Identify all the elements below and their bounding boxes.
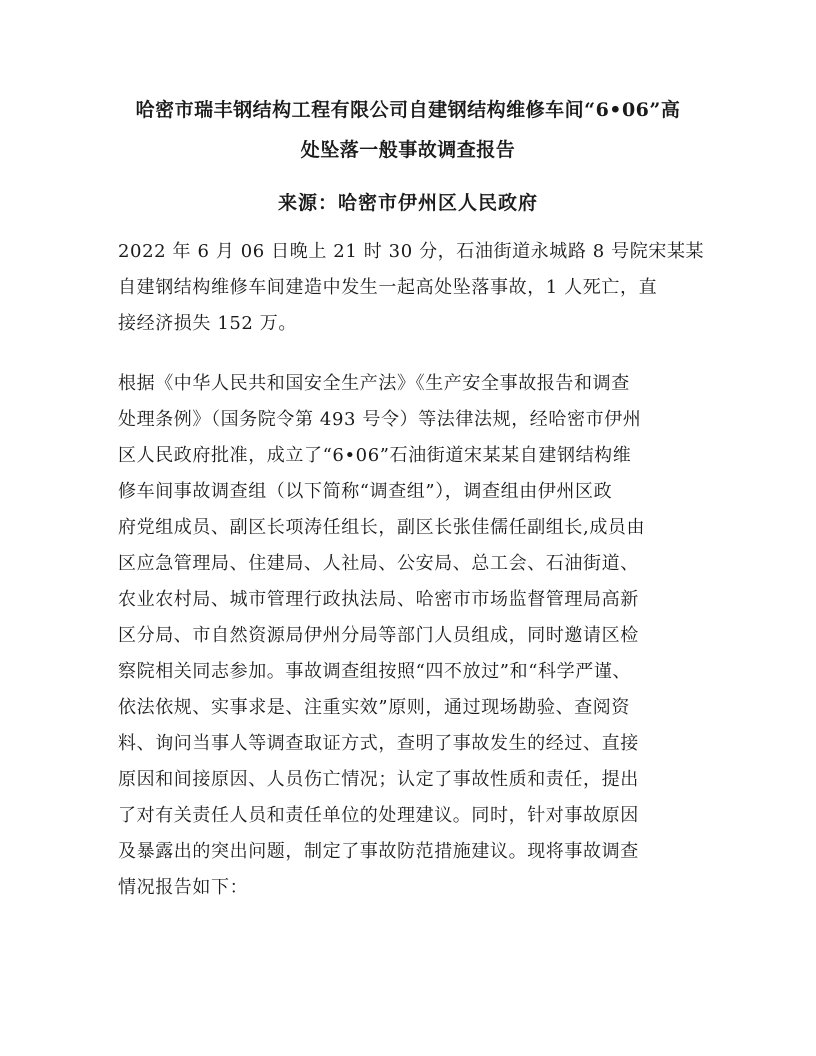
- paragraph-line: 情况报告如下：: [118, 877, 249, 898]
- paragraph-line: 2022 年 6 月 06 日晚上 21 时 30 分，石油街道永城路 8 号院宋某某: [118, 241, 705, 262]
- paragraph-line: 察院相关同志参加。事故调查组按照“四不放过”和“科学严谨、: [118, 661, 632, 682]
- paragraph-line: 农业农村局、城市管理行政执法局、哈密市市场监督管理局高新: [118, 589, 639, 610]
- document-title-line-1: 哈密市瑞丰钢结构工程有限公司自建钢结构维修车间“6•06”高: [135, 99, 681, 121]
- paragraph-line: 料、询问当事人等调查取证方式，查明了事故发生的经过、直接: [118, 733, 639, 754]
- paragraph-line: 及暴露出的突出问题，制定了事故防范措施建议。现将事故调查: [118, 841, 639, 862]
- paragraph-line: 府党组成员、副区长项涛任组长，副区长张佳儒任副组长,成员由: [118, 517, 646, 538]
- paragraph-investigation: [118, 366, 708, 906]
- paragraph-line: 区人民政府批准，成立了“6•06”石油街道宋某某自建钢结构维: [118, 445, 632, 466]
- paragraph-incident-summary: [118, 234, 708, 342]
- paragraph-line: 修车间事故调查组（以下简称“调查组”），调查组由伊州区政: [118, 481, 613, 502]
- paragraph-line: 区应急管理局、住建局、人社局、公安局、总工会、石油街道、: [118, 553, 639, 574]
- document-source: 来源：哈密市伊州区人民政府: [277, 192, 538, 214]
- paragraph-line: 接经济损失 152 万。: [118, 313, 297, 334]
- paragraph-line: 了对有关责任人员和责任单位的处理建议。同时，针对事故原因: [118, 805, 639, 826]
- paragraph-line: 自建钢结构维修车间建造中发生一起高处坠落事故，1 人死亡，直: [118, 277, 658, 298]
- paragraph-line: 根据《中华人民共和国安全生产法》《生产安全事故报告和调查: [118, 373, 630, 394]
- paragraph-line: 处理条例》（国务院令第 493 号令）等法律法规，经哈密市伊州: [118, 409, 642, 430]
- paragraph-line: 依法依规、实事求是、注重实效”原则，通过现场勘验、查阅资: [118, 697, 630, 718]
- paragraph-line: 原因和间接原因、人员伤亡情况；认定了事故性质和责任，提出: [118, 769, 639, 790]
- paragraph-line: 区分局、市自然资源局伊州分局等部门人员组成，同时邀请区检: [118, 625, 639, 646]
- document-title-line-2: 处坠落一般事故调查报告: [300, 139, 516, 161]
